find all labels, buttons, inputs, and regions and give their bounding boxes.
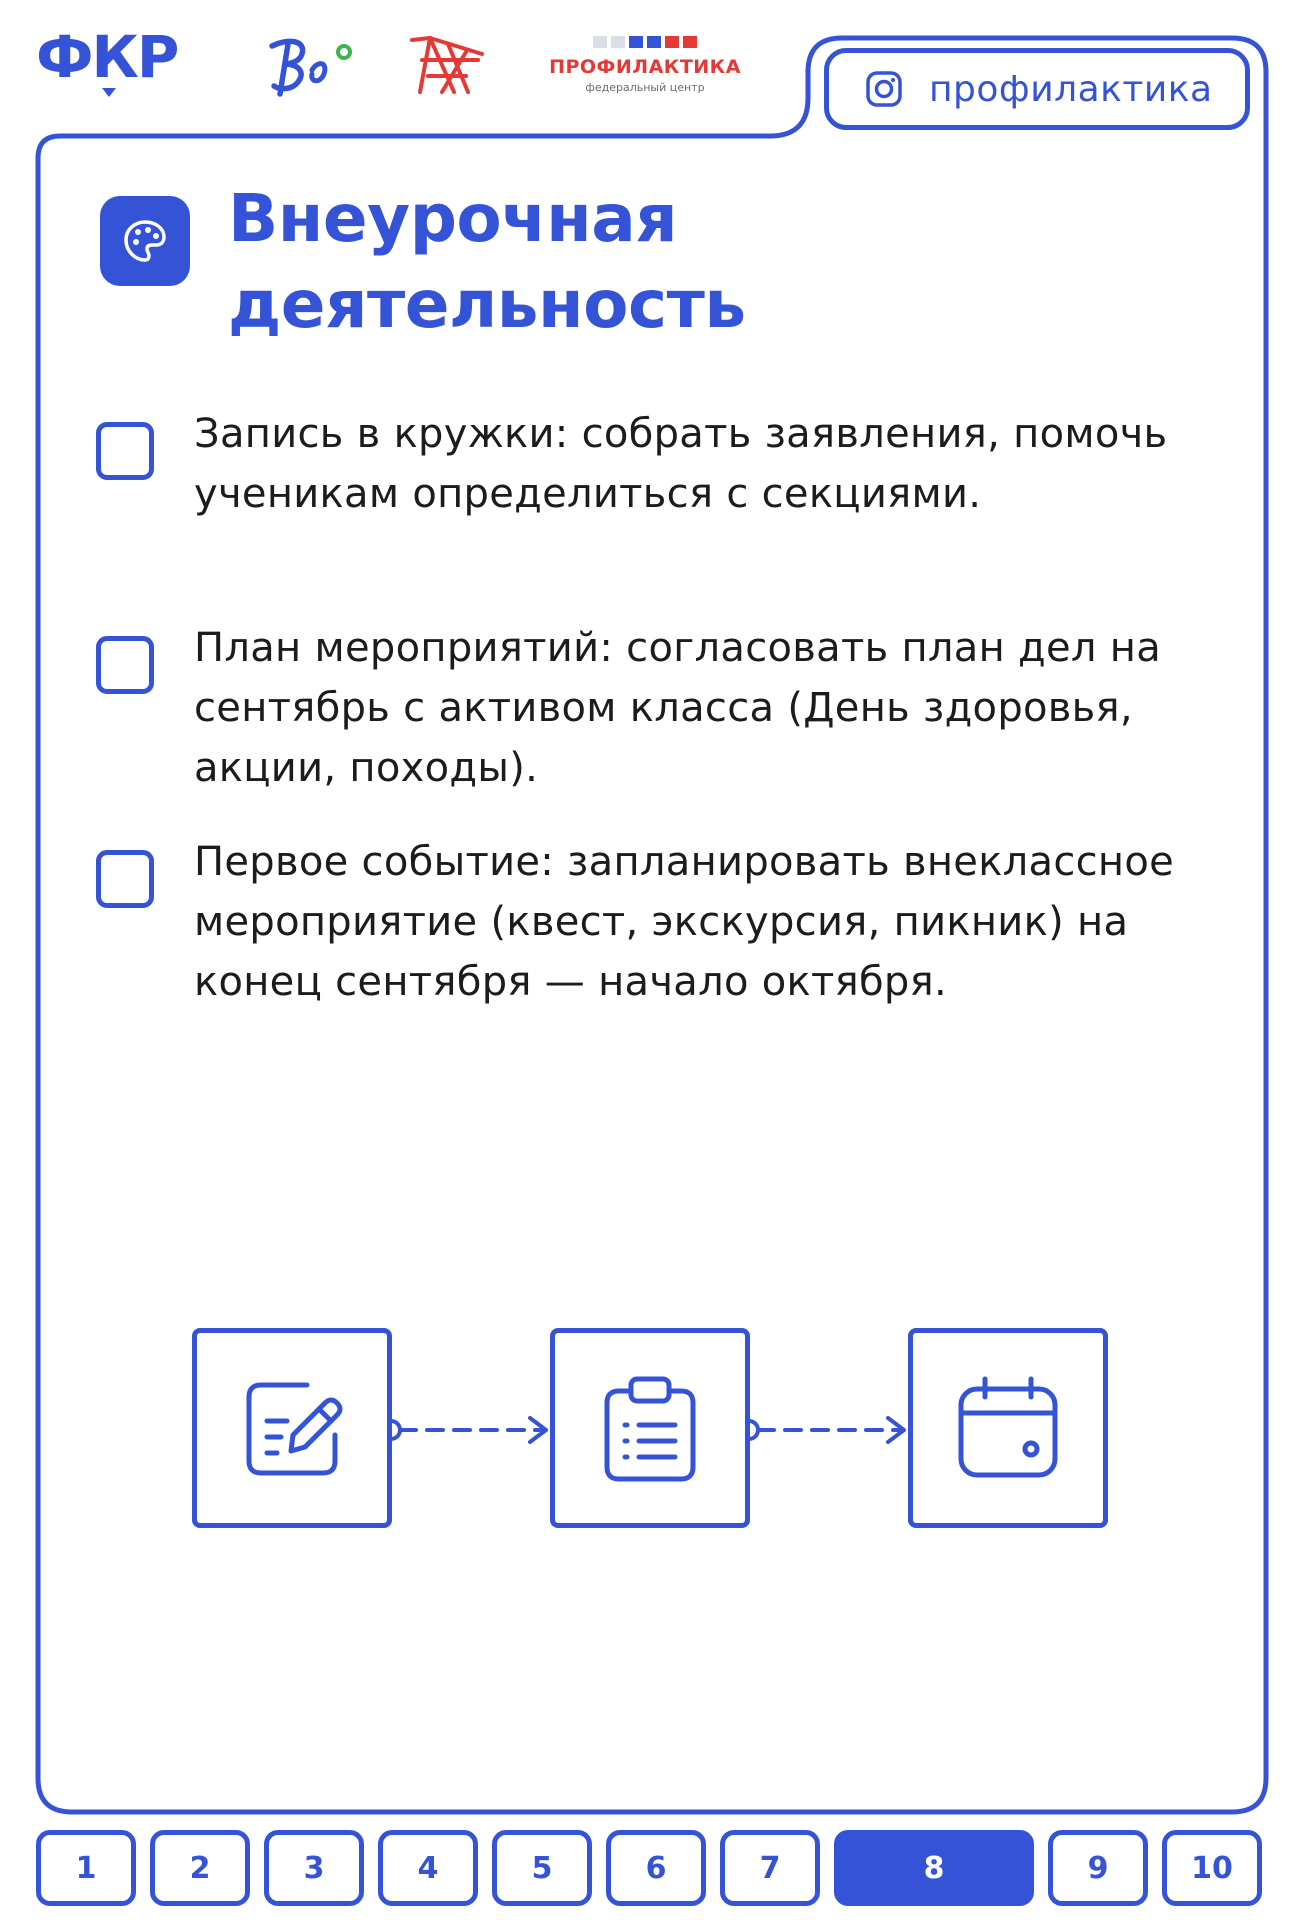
instagram-button-label: профилактика — [929, 68, 1213, 110]
page-6-button[interactable]: 6 — [606, 1830, 706, 1906]
process-flow — [192, 1328, 1112, 1532]
checklist-item-text: Запись в кружки: собрать заявления, помочь ученикам определиться с секциями. — [194, 411, 1168, 517]
checklist-item-text: Первое событие: запланировать внеклассное мероприятие (квест, экскурсия, пикник) на конец сентября — начало октября. — [194, 839, 1175, 1005]
page-4-button[interactable]: 4 — [378, 1830, 478, 1906]
section-title — [228, 176, 1128, 348]
page-2-button[interactable]: 2 — [150, 1830, 250, 1906]
flow-step-event — [908, 1328, 1108, 1528]
palette-icon — [122, 218, 168, 264]
page-10-button[interactable]: 10 — [1162, 1830, 1262, 1906]
checklist-item — [96, 618, 1176, 798]
flow-step-edit — [192, 1328, 392, 1528]
checkbox[interactable] — [96, 422, 154, 480]
fkr-logo-marker — [102, 88, 116, 97]
chair-logo — [408, 30, 486, 102]
checkbox[interactable] — [96, 850, 154, 908]
flag-bars — [540, 36, 750, 48]
edit-note-icon — [237, 1373, 347, 1483]
vo-logo — [262, 30, 358, 102]
page-7-button[interactable]: 7 — [720, 1830, 820, 1906]
profilaktika-logo-name: ПРОФИЛАКТИКА — [549, 56, 741, 78]
page-3-button[interactable]: 3 — [264, 1830, 364, 1906]
pagination — [36, 1830, 1262, 1908]
calendar-icon — [953, 1373, 1063, 1483]
fkr-logo-text: ФКР — [36, 23, 178, 91]
checklist-item — [96, 404, 1176, 584]
profilaktika-logo-subtitle: федеральный центр — [585, 81, 705, 94]
section-title-line-2: деятельность — [228, 266, 746, 343]
checklist-item-text: План мероприятий: согласовать план дел на сентябрь с активом класса (День здоровья, акции, походы). — [194, 625, 1162, 791]
page-5-button[interactable]: 5 — [492, 1830, 592, 1906]
profilaktika-logo — [540, 36, 750, 94]
page-9-button[interactable]: 9 — [1048, 1830, 1148, 1906]
checkbox[interactable] — [96, 636, 154, 694]
fkr-logo — [36, 23, 178, 91]
section-icon — [100, 196, 190, 286]
instagram-icon — [865, 70, 903, 108]
flow-step-plan — [550, 1328, 750, 1528]
page-8-button-current[interactable]: 8 — [834, 1830, 1034, 1906]
section-title-line-1: Внеурочная — [228, 180, 678, 257]
checklist-item — [96, 832, 1176, 1072]
instagram-profile-button[interactable] — [824, 48, 1250, 130]
clipboard-list-icon — [595, 1373, 705, 1483]
page-1-button[interactable]: 1 — [36, 1830, 136, 1906]
